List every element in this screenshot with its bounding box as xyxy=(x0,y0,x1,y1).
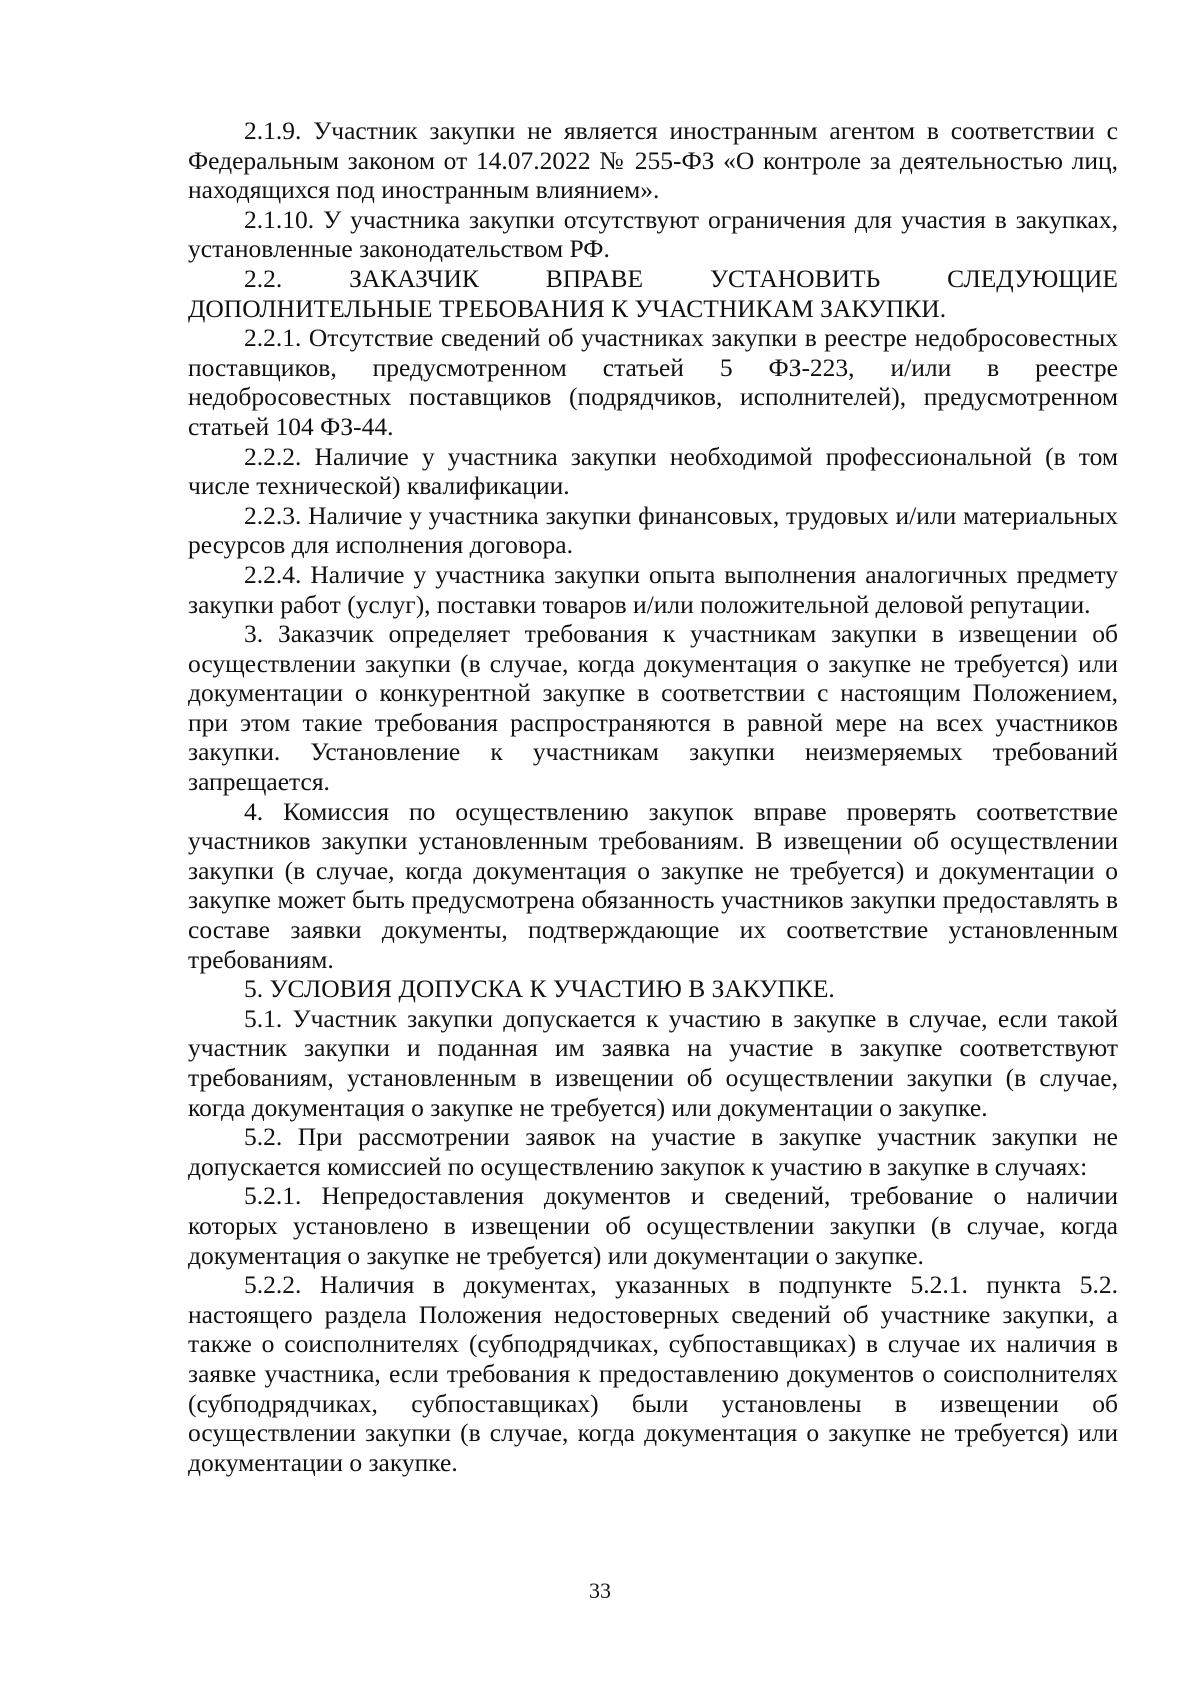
paragraph-2-1-10: 2.1.10. У участника закупки отсутствуют ограничения для участия в закупках, установленные законодательством РФ. xyxy=(188,204,1118,264)
paragraph-5-2-1: 5.2.1. Непредоставления документов и сведений, требование о наличии которых установлено в извещении об осуществлении закупки (в случае, когда документация о закупке не требуется) или документации о закупке. xyxy=(188,1181,1118,1270)
paragraph-5-2: 5.2. При рассмотрении заявок на участие в закупке участник закупки не допускается комиссией по осуществлению закупок к участию в закупке в случаях: xyxy=(188,1122,1118,1181)
paragraph-4: 4. Комиссия по осуществлению закупок вправе проверять соответствие участников закупки установленным требованиям. В извещении об осуществлении закупки (в случае, когда документация о закупке не требуется) и документации о закупке может быть предусмотрена обязанность участников закупки предоставлять в составе заявки документы, подтверждающие их соответствие установленным требованиям. xyxy=(188,796,1118,974)
paragraph-5-1: 5.1. Участник закупки допускается к участию в закупке в случае, если такой участник закупки и поданная им заявка на участие в закупке соответствуют требованиям, установленным в извещении об осуществлении закупки (в случае, когда документация о закупке не требуется) или документации о закупке. xyxy=(188,1003,1118,1122)
paragraph-2-1-9: 2.1.9. Участник закупки не является иностранным агентом в соответствии с Федеральным законом от 14.07.2022 № 255-ФЗ «О контроле за деятельностью лиц, находящихся под иностранным влиянием». xyxy=(188,116,1118,205)
document-body xyxy=(188,116,1118,1477)
paragraph-2-2-2: 2.2.2. Наличие у участника закупки необходимой профессиональной (в том числе технической) квалификации. xyxy=(188,441,1118,501)
paragraph-2-2-1: 2.2.1. Отсутствие сведений об участниках закупки в реестре недобросовестных поставщиков, предусмотренном статьей 5 ФЗ-223, и/или в реестре недобросовестных поставщиков (подрядчиков, исполнителей), предусмотренном статьей 104 ФЗ-44. xyxy=(188,323,1118,441)
paragraph-2-2-heading: 2.2. ЗАКАЗЧИК ВПРАВЕ УСТАНОВИТЬ СЛЕДУЮЩИЕ ДОПОЛНИТЕЛЬНЫЕ ТРЕБОВАНИЯ К УЧАСТНИКАМ ЗАКУПКИ. xyxy=(188,263,1118,323)
section-5-heading: 5. УСЛОВИЯ ДОПУСКА К УЧАСТИЮ В ЗАКУПКЕ. xyxy=(244,974,835,1004)
page-number: 33 xyxy=(589,1578,611,1603)
paragraph-2-2-3: 2.2.3. Наличие у участника закупки финансовых, трудовых и/или материальных ресурсов для исполнения договора. xyxy=(188,500,1118,560)
paragraph-3: 3. Заказчик определяет требования к участникам закупки в извещении об осуществлении закупки (в случае, когда документация о закупке не требуется) или документации о конкурентной закупке в соответствии с настоящим Положением, при этом такие требования распространяются в равной мере на всех участников закупки. Установление к участникам закупки неизмеряемых требований запрещается. xyxy=(188,619,1118,797)
paragraph-2-2-4: 2.2.4. Наличие у участника закупки опыта выполнения аналогичных предмету закупки работ (услуг), поставки товаров и/или положительной деловой репутации. xyxy=(188,559,1118,619)
paragraph-5-2-2: 5.2.2. Наличия в документах, указанных в подпункте 5.2.1. пункта 5.2. настоящего раздела Положения недостоверных сведений об участнике закупки, а также о соисполнителях (субподрядчиках, субпоставщиках) в случае их наличия в заявке участника, если требования к предоставлению документов о соисполнителях (субподрядчиках, субпоставщиках) были установлены в извещении об осуществлении закупки (в случае, когда документация о закупке не требуется) или документации о закупке. xyxy=(188,1270,1118,1477)
